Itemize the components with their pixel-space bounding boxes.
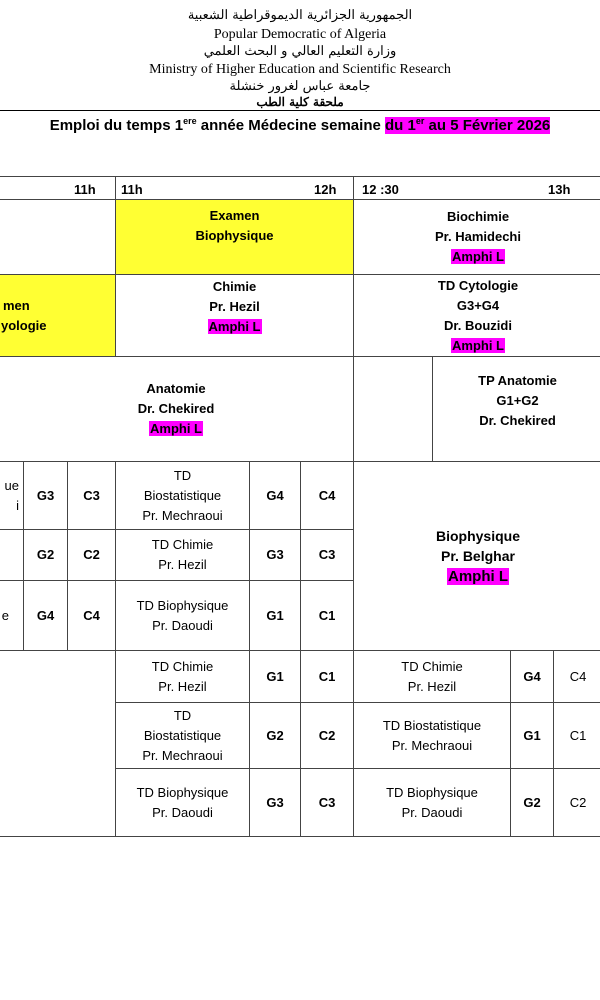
row5c-group-cell (249, 768, 301, 837)
row5a-td-cell (115, 650, 250, 703)
row4b-group2-cell (249, 529, 301, 581)
row4a-td-cell (115, 461, 250, 530)
td-cytologie-room: Amphi L (452, 337, 504, 353)
row5a-right-room-cell (553, 650, 600, 703)
row4b-room-cell (67, 529, 116, 581)
chimie-room: Amphi L (208, 319, 261, 334)
row4b-td-line1: TD Chimie (151, 537, 214, 552)
row5c-right-group: G2 (523, 794, 541, 810)
row5b-right-td-line2: Pr. Mechraoui (391, 737, 473, 753)
row5c-right-room-cell (553, 768, 600, 837)
row4a-left-text2: i (16, 497, 19, 513)
biochimie-prof: Pr. Hamidechi (435, 229, 521, 244)
row4a-group-cell (23, 461, 68, 530)
anatomie-prof: Dr. Chekired (137, 401, 215, 416)
time-label-13h: 13h (548, 182, 571, 197)
exam-cytologie-cell (0, 274, 116, 357)
row4c-room-cell (67, 580, 116, 651)
biochimie-subject: Biochimie (446, 209, 510, 224)
td-cytologie-prof: Dr. Bouzidi (444, 317, 512, 333)
time-label-1230: 12 :30 (362, 182, 399, 197)
row5-empty-cell (0, 650, 116, 837)
biochimie-room: Amphi L (452, 249, 504, 264)
row5c-td-line1: TD Biophysique (136, 784, 229, 800)
row4c-td-line2: Pr. Daoudi (152, 617, 213, 633)
biophysique-cell (353, 461, 600, 651)
title-prefix: Emploi du temps 1 (49, 117, 184, 134)
row4b-room2-cell (300, 529, 354, 581)
row4a-group2-cell (249, 461, 301, 530)
tp-anatomie-subject: TP Anatomie (478, 373, 557, 388)
row4b-td-line2: Pr. Hezil (158, 557, 207, 572)
row5b-right-room: C1 (569, 727, 587, 743)
row4c-room: C4 (83, 607, 100, 623)
row5c-td-line2: Pr. Daoudi (152, 804, 213, 820)
title-middle: année Médecine semaine (196, 117, 385, 134)
row5c-right-td-line1: TD Biophysique (386, 784, 478, 800)
row4c-group2-cell (249, 580, 301, 651)
anatomie-subject: Anatomie (146, 381, 206, 396)
row5b-group: G2 (266, 727, 284, 743)
biophysique-subject: Biophysique (435, 527, 520, 544)
row4b-room: C2 (83, 547, 100, 562)
row4a-group2: G4 (266, 487, 284, 503)
row5a-room: C1 (318, 668, 336, 684)
title-sup-ere: ere (183, 116, 197, 126)
row4c-left-cell (0, 580, 24, 651)
row4a-room2-cell (300, 461, 354, 530)
title-date-start: du 1 (385, 117, 416, 134)
td-cytologie-cell (353, 274, 600, 357)
row5c-right-td-cell (353, 768, 511, 837)
row5a-group-cell (249, 650, 301, 703)
row4b-group: G2 (36, 547, 55, 562)
tp-anatomie-prof: Dr. Chekired (479, 413, 556, 428)
row4a-room2: C4 (318, 487, 336, 503)
row4c-td-line1: TD Biophysique (136, 597, 229, 613)
row5b-td-cell (115, 702, 250, 769)
row4b-left-cell (0, 529, 24, 581)
page-title (0, 116, 600, 134)
row5a-room-cell (300, 650, 354, 703)
row5b-right-room-cell (553, 702, 600, 769)
row5a-right-td-line2: Pr. Hezil (407, 678, 457, 694)
row1-empty-cell (0, 199, 116, 275)
row4c-left-text: e (1, 607, 9, 623)
row4a-left-text1: ue (4, 477, 19, 493)
anatomie-cell (0, 356, 354, 462)
row4c-group: G4 (36, 607, 55, 623)
title-date-end: au 5 Février 2026 (424, 117, 551, 134)
row3-empty-cell (353, 356, 433, 462)
row5b-group-cell (249, 702, 301, 769)
time-label-11h-a: 11h (74, 182, 96, 197)
row4c-td-cell (115, 580, 250, 651)
row5b-td-line2: Biostatistique (143, 727, 222, 743)
row5c-right-room: C2 (569, 794, 587, 810)
row4b-room2: C3 (318, 547, 336, 562)
row5a-right-group: G4 (523, 668, 541, 684)
title-date-highlight (385, 117, 550, 134)
biophysique-room: Amphi L (448, 567, 508, 585)
row4b-group2: G3 (266, 547, 284, 562)
row4c-room2: C1 (318, 607, 336, 623)
row5a-td-line1: TD Chimie (151, 658, 214, 674)
row5c-room: C3 (318, 794, 336, 810)
time-label-12h: 12h (314, 182, 337, 197)
row5b-right-group: G1 (523, 727, 541, 743)
row5b-td-line3: Pr. Mechraoui (142, 747, 223, 763)
row5a-right-td-cell (353, 650, 511, 703)
time-label-11h-b: 11h (121, 182, 143, 197)
row4a-td-line2: Biostatistique (143, 487, 222, 503)
row4c-group2: G1 (266, 607, 284, 623)
ministry-arabic: وزارة التعليم العالي و البحث العلمي (203, 44, 397, 59)
row5b-td-line1: TD (173, 707, 192, 723)
td-cytologie-subject: TD Cytologie (437, 277, 519, 293)
exam-label: Examen (209, 208, 260, 223)
row5b-right-td-line1: TD Biostatistique (382, 717, 482, 733)
header-divider (0, 110, 600, 111)
row5b-room: C2 (318, 727, 336, 743)
row4b-group-cell (23, 529, 68, 581)
time-divider-1 (115, 176, 116, 200)
row4a-td-line1: TD (173, 467, 192, 483)
row5c-right-td-line2: Pr. Daoudi (401, 804, 463, 820)
row5c-td-cell (115, 768, 250, 837)
row5b-room-cell (300, 702, 354, 769)
biochimie-cell (353, 199, 600, 275)
row5c-right-group-cell (510, 768, 554, 837)
row4c-group-cell (23, 580, 68, 651)
row5b-right-group-cell (510, 702, 554, 769)
chimie-cell (115, 274, 354, 357)
row5a-right-room: C4 (569, 668, 587, 684)
row4c-room2-cell (300, 580, 354, 651)
row5c-group: G3 (266, 794, 284, 810)
chimie-prof: Pr. Hezil (209, 299, 260, 314)
faculty-arabic: ملحقة كلية الطب (256, 95, 344, 109)
ministry-french: Ministry of Higher Education and Scientific Research (149, 62, 451, 77)
row5c-room-cell (300, 768, 354, 837)
row5a-td-line2: Pr. Hezil (158, 678, 207, 694)
row4b-td-cell (115, 529, 250, 581)
row5a-group: G1 (266, 668, 284, 684)
row4a-left-cell (0, 461, 24, 530)
row4a-room: C3 (83, 487, 100, 503)
row5a-right-group-cell (510, 650, 554, 703)
row4a-room-cell (67, 461, 116, 530)
university-arabic: جامعة عباس لغرور خنشلة (229, 79, 371, 94)
anatomie-room: Amphi L (150, 421, 202, 436)
tp-anatomie-cell (432, 356, 600, 462)
exam-biophysique-cell (115, 199, 354, 275)
row5b-right-td-cell (353, 702, 511, 769)
republic-french: Popular Democratic of Algeria (213, 27, 387, 42)
biophysique-prof: Pr. Belghar (441, 547, 515, 564)
exam-left-line1: men (3, 297, 30, 313)
chimie-subject: Chimie (212, 279, 257, 294)
republic-arabic: الجمهورية الجزائرية الديموقراطية الشعبية (187, 8, 413, 23)
title-sup-er: er (415, 116, 425, 126)
exam-subject: Biophysique (195, 228, 274, 243)
row5a-right-td-line1: TD Chimie (401, 658, 463, 674)
exam-left-line2: yologie (1, 317, 47, 333)
time-divider-2 (353, 176, 354, 200)
tp-anatomie-groups: G1+G2 (496, 393, 539, 408)
td-cytologie-groups: G3+G4 (456, 297, 500, 313)
row4a-td-line3: Pr. Mechraoui (142, 507, 223, 523)
row4a-group: G3 (36, 487, 55, 503)
